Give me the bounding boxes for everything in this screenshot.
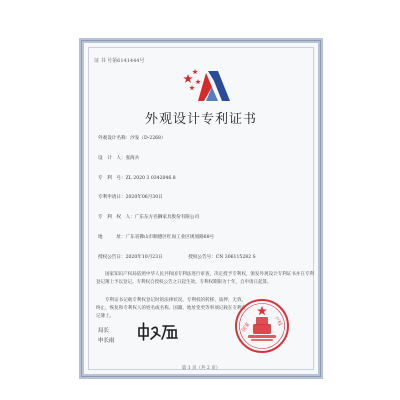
field-patent-number: [98, 175, 176, 181]
field-value: 广东省佛山市顺德区红岗工业区规划路68号: [125, 235, 215, 240]
cnipa-emblem-icon: [178, 65, 236, 105]
field-value: 2020年06月30日: [125, 195, 163, 200]
grant-publication-number: 授权公告号：CN 306115282 S: [188, 255, 256, 260]
field-label: 专 利 号：: [98, 176, 126, 181]
paragraph-grant: 国家知识产权局依照中华人民共和国专利法进行审查，决定授予专利权，颁发外观设计专利证书并在专利登记簿上予以登记。专利权自授权公告之日起生效。专利权期限为十年，自申请日起算。: [96, 272, 314, 285]
certificate-title: 外观设计专利证书: [144, 112, 257, 127]
field-label: 专利申请日：: [98, 195, 126, 200]
field-value: ZL 2020 3 0342046.8: [125, 176, 176, 181]
field-value: 沙发（D-2268）: [130, 136, 166, 141]
svg-text:产权: 产权: [272, 315, 284, 328]
certificate-number: 证 书 号第6141444号: [94, 58, 145, 64]
field-address: [98, 234, 214, 240]
field-label: 授权公告日：: [98, 255, 126, 260]
page-indicator: 第 1 页（共 2 页）: [181, 366, 221, 371]
field-value: 张海兵: [125, 156, 140, 161]
field-value: 2020年10月23日: [125, 255, 163, 260]
handwritten-signature-icon: [136, 320, 180, 342]
svg-text:国家: 国家: [240, 321, 252, 334]
field-design-name: [98, 135, 166, 141]
field-designer: [98, 155, 139, 161]
field-filing-date: [98, 194, 163, 200]
signature-name: 申长雨: [98, 338, 115, 344]
official-seal-icon: [234, 298, 290, 354]
field-grant-date: [98, 254, 256, 260]
field-label: 地 址：: [98, 235, 126, 240]
field-label: 专 利 权 人：: [98, 215, 135, 220]
paragraph-legal-status: 专利证书记载专利权登记时的法律状况。专利权的转移、质押、无效、终止、恢复和专利权人的姓名或名称、国籍、地址变更等事项记载在专利登记簿上。: [96, 298, 246, 319]
field-label: 外观设计名称：: [98, 136, 131, 141]
field-label: 设 计 人：: [98, 156, 126, 161]
signature-title: 局长: [98, 328, 110, 334]
patent-certificate: [79, 38, 323, 379]
field-patentee: [98, 214, 199, 220]
field-value: 广东东方名狮家具股份有限公司: [134, 215, 200, 220]
